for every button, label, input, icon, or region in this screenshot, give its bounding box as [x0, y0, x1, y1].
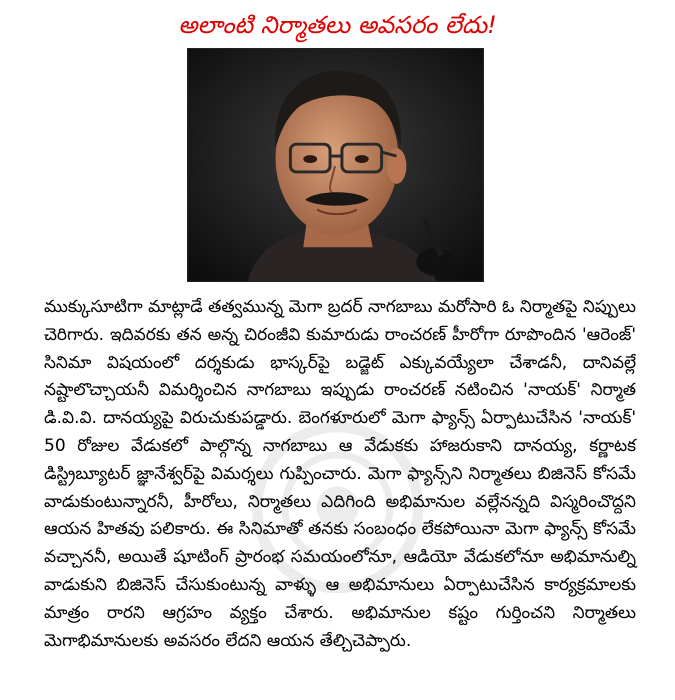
headline: అలాంటి నిర్మాతలు అవసరం లేదు! [178, 11, 497, 39]
portrait-illustration [188, 49, 483, 281]
article-body: ముక్కుసూటిగా మాట్లాడే తత్వమున్న మెగా బ్రదర్ నాగబాబు మరోసారి ఓ నిర్మాతపై నిప్పులు చెరిగారు. ఇదివరకు తన అన్న చిరంజీవి కుమారుడు రాంచరణ్ హీరోగా రూపొందిన 'ఆరెంజ్' సినిమా విషయంలో దర్శకుడు భాస్కర్‌పై బడ్జెట్ ఎక్కువయ్యేలా చేశాడనీ, దానివల్లే నష్టాలొచ్చాయనీ విమర్శించిన నాగబాబు ఇప్పుడు రాంచరణ్ నటించిన 'నాయక్' నిర్మాత డి.వి.వి. దానయ్యపై విరుచుకుపడ్డారు. బెంగళూరులో మెగా ఫ్యాన్స్ ఏర్పాటుచేసిన 'నాయక్' 50 రోజుల వేడుకలో పాల్గొన్న నాగబాబు ఆ వేడుకకు హాజరుకాని దానయ్య, కర్ణాటక డిస్ట్రిబ్యూటర్ జ్ఞానేశ్వర్‌పై విమర్శలు గుప్పించారు. మెగా ఫ్యాన్స్‌ని నిర్మాతలు బిజినెస్ కోసమే వాడుకుంటున్నారనీ, హీరోలు, నిర్మాతలు ఎదిగింది అభిమానుల వల్లేనన్నది విస్మరించొద్దని ఆయన హితవు పలికారు. ఈ సినిమాతో తనకు సంబంధం లేకపోయినా మెగా ఫ్యాన్స్ కోసమే వచ్చాననీ, అయితే షూటింగ్ ప్రారంభ సమయంలోనూ, ఆడియో వేడుకలోనూ అభిమానుల్ని వాడుకుని బిజినెస్ చేసుకుంటున్న వాళ్ళు ఆ అభిమానులు ఏర్పాటుచేసిన కార్యక్రమాలకు మాత్రం రారని ఆగ్రహం వ్యక్తం చేశారు. అభిమానుల కష్టం గుర్తించని నిర్మాతలు మెగాభిమానులకు అవసరం లేదని ఆయన తేల్చిచెప్పారు. [44, 297, 636, 651]
portrait-photo [187, 48, 484, 282]
